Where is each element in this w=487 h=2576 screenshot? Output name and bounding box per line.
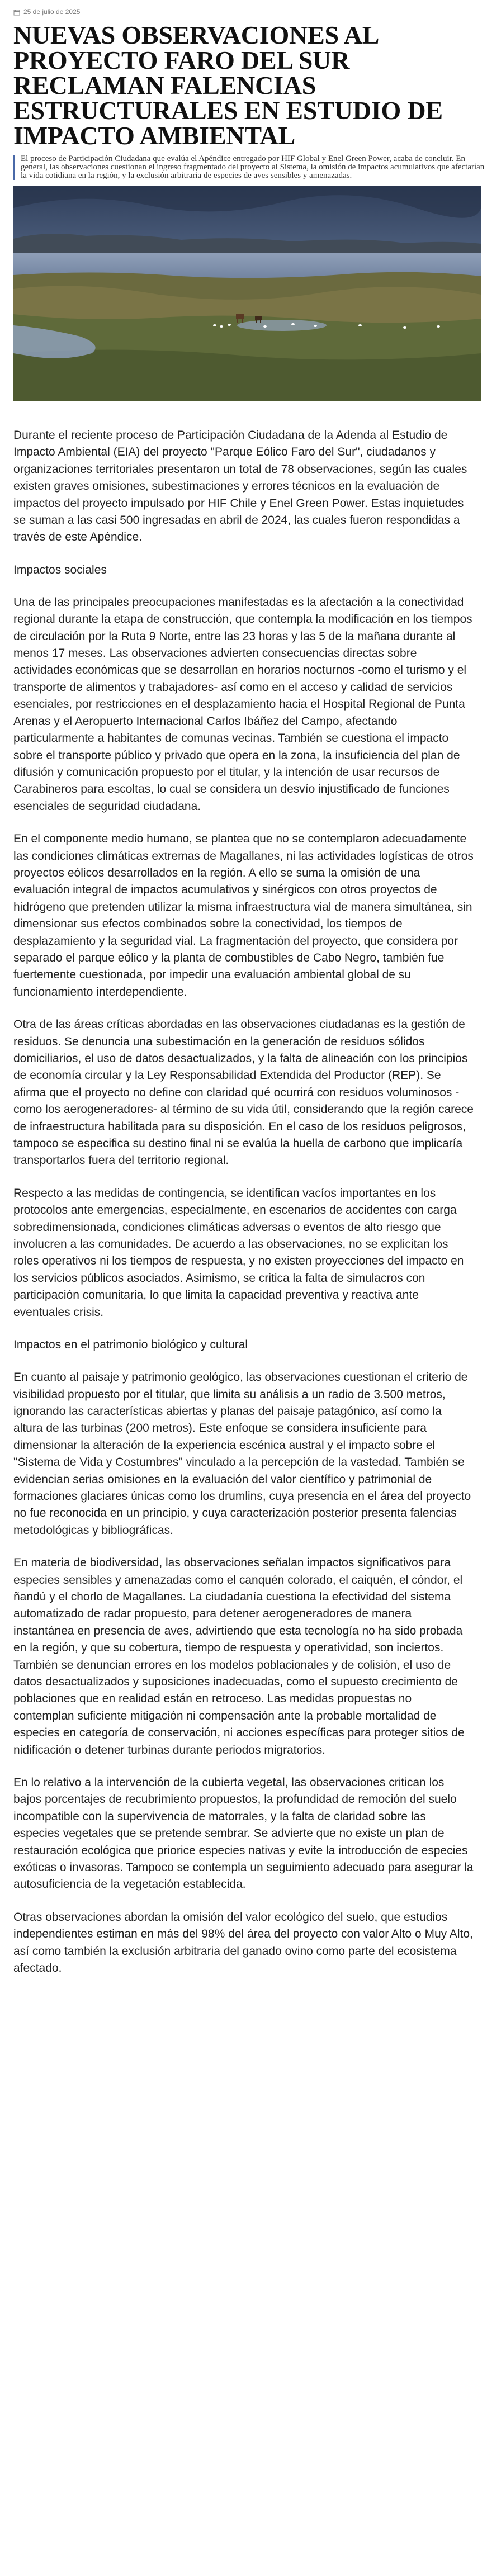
paragraph-landscape: En cuanto al paisaje y patrimonio geológico, las observaciones cuestionan el criterio de visibilidad propuesto por el titular, que limita su análisis a un radio de 3.500 metros, ignorando las características abiertas y planas del paisaje patagónico, así como la altura de las turbinas (200 metros). Este enfoque se considera insuficiente para dimensionar la alteración de la experiencia escénica austral y el impacto sobre el "Sistema de Vida y Costumbres" vinculado a la percepción de la vastedad. También se evidencian serias omisiones en la evaluación del valor científico y patrimonial de formaciones glaciares únicas como los drumlins, cuya presencia en el área del proyecto no fue reconocida en un principio, y cuya caracterización posterior presenta falencias metodológicas y bibliográficas.	[13, 1371, 471, 1537]
paragraph-waste: Otra de las áreas críticas abordadas en las observaciones ciudadanas es la gestión de residuos. Se denuncia una subestimación en la generación de residuos sólidos domiciliarios, el uso de datos desactualizados, y la falta de alineación con los principios de economía circular y la Ley Responsabilidad Extendida del Productor (REP). Se afirma que el proyecto no define con claridad qué ocurrirá con residuos voluminosos -como los aerogeneradores- al término de su vida útil, considerando que la región carece de infraestructura habilitada para su disposición. En el caso de los residuos peligrosos, tampoco se especifica su destino final ni se evalúa la huella de carbono que implicaría transportarlos fuera del territorio regional.	[13, 1018, 474, 1167]
paragraph-connectivity: Una de las principales preocupaciones manifestadas es la afectación a la conectividad regional durante la etapa de construcción, que contempla la modificación en los tiempos de circulación por la Ruta 9 Norte, entre las 23 horas y las 5 de la mañana durante al menos 17 meses. Las observaciones advierten consecuencias directas sobre actividades económicas que se desarrollan en horarios nocturnos -como el turismo y el transporte de alimentos y trabajadores- así como en el acceso y calidad de servicios esenciales, por restricciones en el desplazamiento hacia el Hospital Regional de Punta Arenas y el Aeropuerto Internacional Carlos Ibáñez del Campo, afectando particularmente a habitantes de comunas vecinas. También se cuestiona el impacto sobre el transporte público y privado que opera en la zona, la insuficiencia del plan de difusión y comunicación propuesto por el titular, y la intención de usar recursos de Carabineros para escoltas, lo cual se considera un desvío injustificado de funciones esenciales de seguridad ciudadana.	[13, 595, 472, 813]
paragraph-contingency: Respecto a las medidas de contingencia, se identifican vacíos importantes en los protocolos ante emergencias, especialmente, en escenarios de accidentes con carga sobredimensionada, condiciones climáticas adversas o eventos de alto riesgo que involucren a las comunidades. De acuerdo a las observaciones, no se explicitan los roles operativos ni los tiempos de respuesta, y no existen proyecciones del impacto en los servicios públicos asociados. Asimismo, se critica la falta de simulacros con participación comunitaria, lo que limita la capacidad preventiva y reactiva ante eventuales crisis.	[13, 1186, 464, 1319]
article-body	[0, 427, 487, 1977]
paragraph-human-component: En el componente medio humano, se plantea que no se contemplaron adecuadamente las condiciones climáticas extremas de Magallanes, ni las actividades logísticas de otros proyectos eólicos desarrollados en la región. A ello se suma la omisión de una evaluación integral de impactos acumulativos y sinérgicos con otros proyectos de hidrógeno que pretenden utilizar la misma infraestructura vial de manera simultánea, sin dimensionar sus efectos combinados sobre la conectividad, los tiempos de desplazamiento y la seguridad vial. La fragmentación del proyecto, que considera por separado el parque eólico y la planta de combustibles de Cabo Negro, también fue fuertemente cuestionada, por impedir una evaluación ambiental global de su funcionamiento interdependiente.	[13, 832, 474, 998]
paragraph-soil: Otras observaciones abordan la omisión del valor ecológico del suelo, que estudios independientes estiman en más del 98% del área del proyecto con valor Alto o Muy Alto, así como también la exclusión arbitraria del ganado ovino como parte del ecosistema afectado.	[13, 1910, 473, 1975]
paragraph-intro: Durante el reciente proceso de Participación Ciudadana de la Adenda al Estudio de Impacto Ambiental (EIA) del proyecto "Parque Eólico Faro del Sur", ciudadanos y organizaciones territoriales presentaron un total de 78 observaciones, según las cuales existen graves omisiones, subestimaciones y errores técnicos en la evaluación de impactos del proyecto impulsado por HIF Chile y Enel Green Power. Estas inquietudes se suman a las casi 500 ingresadas en abril de 2024, las cuales fueron respondidas a través de este Apéndice.	[13, 429, 467, 544]
article-lead-box	[13, 155, 487, 180]
paragraph-vegetation: En lo relativo a la intervención de la cubierta vegetal, las observaciones critican los bajos porcentajes de recubrimiento propuestos, la profundidad de remoción del suelo incompatible con la supervivencia de matorrales, y la falta de claridad sobre las especies vegetales que se pretende sembrar. Se advierte que no existe un plan de restauración ecológica que priorice especies nativas y evite la introducción de especies exóticas o invasoras. Tampoco se contempla un seguimiento adecuado para asegurar la autosuficiencia de la vegetación establecida.	[13, 1776, 474, 1891]
publish-date: 25 de julio de 2025	[23, 8, 81, 16]
section-heading-heritage: Impactos en el patrimonio biológico y cultural	[13, 1338, 248, 1352]
calendar-icon	[13, 8, 20, 15]
article-lead: El proceso de Participación Ciudadana que evalúa el Apéndice entregado por HIF Global y Enel Green Power, acaba de concluir. En general, las observaciones cuestionan el ingreso fragmentado del proyecto al Sistema, la omisión de impactos acumulativos que afectarían la vida cotidiana en la región, y la exclusión arbitraria de especies de aves sensibles y amenazadas.	[21, 154, 485, 180]
section-heading-social: Impactos sociales	[13, 563, 107, 576]
article-header	[0, 0, 487, 148]
paragraph-biodiversity: En materia de biodiversidad, las observaciones señalan impactos significativos para especies sensibles y amenazadas como el canquén colorado, el caiquén, el cóndor, el ñandú y el chorlo de Magallanes. La ciudadanía cuestiona la efectividad del sistema automatizado de radar propuesto, para detener aerogeneradores de manera instantánea en presencia de aves, advirtiendo que esta tecnología no ha sido probada en la región, y que su cobertura, tiempo de respuesta y operatividad, son inciertos. También se denuncian errores en los modelos poblacionales y de colisión, el uso de datos desactualizados y suposiciones inadecuadas, como el supuesto crecimiento de poblaciones que en realidad están en retroceso. Las medidas propuestas no contemplan suficiente mitigación ni compensación ante la probable mortalidad de especies en categoría de conservación, ni acciones específicas para proteger sitios de nidificación o detener turbinas durante periodos migratorios.	[13, 1556, 465, 1756]
date-row	[13, 6, 474, 18]
hero-image	[13, 186, 481, 401]
article-title: NUEVAS OBSERVACIONES AL PROYECTO FARO DEL SUR RECLAMAN FALENCIAS ESTRUCTURALES EN ESTUDIO DE IMPACTO AMBIENTAL	[13, 21, 443, 150]
